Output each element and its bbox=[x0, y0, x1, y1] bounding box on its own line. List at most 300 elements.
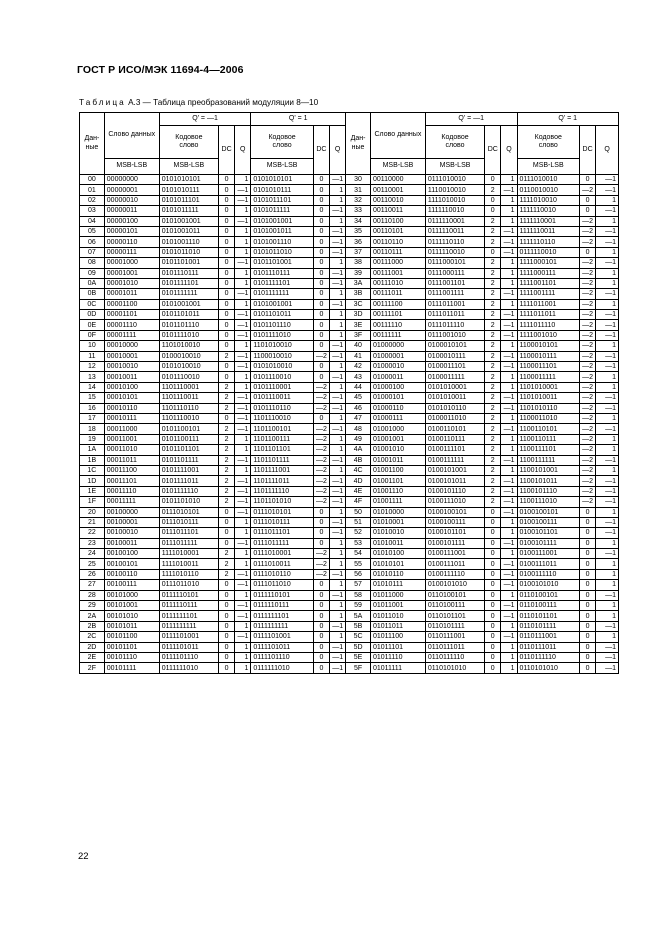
table-cell: —1 bbox=[330, 351, 346, 361]
table-cell: 0 bbox=[313, 268, 329, 278]
table-cell: 1 bbox=[235, 226, 251, 236]
table-cell: 0 bbox=[485, 642, 501, 652]
table-cell: 0111111111 bbox=[159, 621, 218, 631]
table-cell: —1 bbox=[501, 289, 517, 299]
table-cell: 0 bbox=[219, 195, 235, 205]
table-row bbox=[80, 559, 619, 569]
table-cell: 00100100 bbox=[104, 549, 159, 559]
table-cell: 1 bbox=[235, 206, 251, 216]
table-cell: 0 bbox=[313, 517, 329, 527]
table-cell: 0100101101 bbox=[425, 528, 484, 538]
table-cell: 1111110011 bbox=[517, 226, 580, 236]
table-cell: 38 bbox=[346, 258, 371, 268]
table-cell: 0 bbox=[219, 663, 235, 673]
table-cell: 0 bbox=[580, 559, 596, 569]
table-cell: 00110000 bbox=[370, 175, 425, 185]
table-row bbox=[80, 445, 619, 455]
table-cell: 0101001011 bbox=[251, 226, 314, 236]
table-cell: —1 bbox=[501, 247, 517, 257]
table-cell: 00000001 bbox=[104, 185, 159, 195]
table-cell: 1 bbox=[235, 559, 251, 569]
table-row bbox=[80, 517, 619, 527]
table-cell: 33 bbox=[346, 206, 371, 216]
table-cell: 1100111010 bbox=[517, 497, 580, 507]
table-cell: 40 bbox=[346, 341, 371, 351]
table-cell: 0101101010 bbox=[159, 497, 218, 507]
table-cell: 0 bbox=[219, 216, 235, 226]
table-cell: 2 bbox=[485, 393, 501, 403]
table-cell: 0 bbox=[485, 517, 501, 527]
col-msb-lsb: MSB-LSB bbox=[159, 159, 218, 175]
document-header: ГОСТ Р ИСО/МЭК 11694-4—2006 bbox=[77, 64, 244, 76]
table-cell: 00011001 bbox=[104, 434, 159, 444]
table-cell: 2 bbox=[219, 455, 235, 465]
table-cell: —2 bbox=[580, 289, 596, 299]
table-cell: 2 bbox=[485, 351, 501, 361]
table-cell: —2 bbox=[580, 434, 596, 444]
table-cell: —2 bbox=[313, 497, 329, 507]
table-cell: 46 bbox=[346, 403, 371, 413]
table-cell: —1 bbox=[501, 507, 517, 517]
table-cell: 1 bbox=[596, 445, 619, 455]
table-cell: 1111110010 bbox=[425, 206, 484, 216]
table-cell: 1E bbox=[80, 486, 105, 496]
table-cell: 1100010010 bbox=[251, 351, 314, 361]
table-cell: 0 bbox=[219, 310, 235, 320]
col-msb-lsb: MSB-LSB bbox=[425, 159, 484, 175]
table-cell: 0B bbox=[80, 289, 105, 299]
table-cell: 1 bbox=[501, 434, 517, 444]
table-cell: 00001110 bbox=[104, 320, 159, 330]
table-cell: 0111110111 bbox=[251, 601, 314, 611]
table-cell: 00101001 bbox=[104, 601, 159, 611]
table-cell: 1 bbox=[596, 216, 619, 226]
table-cell: 1 bbox=[330, 185, 346, 195]
table-cell: 1 bbox=[596, 195, 619, 205]
table-cell: 1101110010 bbox=[251, 413, 314, 423]
table-cell: 0100111001 bbox=[517, 549, 580, 559]
table-cell: 0101001001 bbox=[251, 216, 314, 226]
table-cell: —2 bbox=[580, 278, 596, 288]
table-cell: 0111011010 bbox=[251, 580, 314, 590]
table-cell: 00010001 bbox=[104, 351, 159, 361]
table-cell: —1 bbox=[330, 621, 346, 631]
table-cell: 00100010 bbox=[104, 528, 159, 538]
table-cell: 1C bbox=[80, 465, 105, 475]
table-cell: 0101001011 bbox=[159, 226, 218, 236]
table-cell: —1 bbox=[235, 289, 251, 299]
table-row bbox=[80, 663, 619, 673]
table-cell: 00010010 bbox=[104, 362, 159, 372]
table-cell: 0111010011 bbox=[251, 559, 314, 569]
caption-word: Таблица bbox=[79, 98, 126, 107]
col-msb-lsb: MSB-LSB bbox=[251, 159, 314, 175]
table-cell: 01000101 bbox=[370, 393, 425, 403]
table-cell: 0 bbox=[485, 632, 501, 642]
table-cell: 0 bbox=[219, 642, 235, 652]
table-cell: —1 bbox=[596, 652, 619, 662]
table-cell: 0101101111 bbox=[159, 455, 218, 465]
table-cell: —2 bbox=[580, 403, 596, 413]
table-cell: —1 bbox=[501, 580, 517, 590]
table-cell: 1101101010 bbox=[251, 497, 314, 507]
table-cell: 0110100101 bbox=[425, 590, 484, 600]
table-cell: —1 bbox=[501, 569, 517, 579]
table-cell: 00111000 bbox=[370, 258, 425, 268]
table-cell: 0 bbox=[580, 206, 596, 216]
table-cell: 00111100 bbox=[370, 299, 425, 309]
table-cell: 0101010011 bbox=[425, 393, 484, 403]
table-cell: 0100101011 bbox=[425, 476, 484, 486]
table-cell: 00001001 bbox=[104, 268, 159, 278]
table-cell: 1 bbox=[235, 549, 251, 559]
table-cell: 1 bbox=[235, 268, 251, 278]
table-cell: 0101010111 bbox=[159, 185, 218, 195]
table-cell: 1111001010 bbox=[517, 330, 580, 340]
table-cell: —1 bbox=[235, 310, 251, 320]
table-cell: —1 bbox=[501, 226, 517, 236]
table-cell: 2 bbox=[485, 226, 501, 236]
table-cell: 41 bbox=[346, 351, 371, 361]
table-cell: 0100110111 bbox=[425, 434, 484, 444]
table-row bbox=[80, 601, 619, 611]
table-cell: 01 bbox=[80, 185, 105, 195]
table-row bbox=[80, 299, 619, 309]
table-cell: 00100101 bbox=[104, 559, 159, 569]
table-cell: 0101101110 bbox=[159, 320, 218, 330]
table-cell: —1 bbox=[501, 559, 517, 569]
table-cell: 0 bbox=[219, 341, 235, 351]
table-cell: 0 bbox=[485, 175, 501, 185]
table-row bbox=[80, 507, 619, 517]
table-cell: —1 bbox=[501, 538, 517, 548]
table-cell: —1 bbox=[235, 320, 251, 330]
table-cell: 20 bbox=[80, 507, 105, 517]
table-cell: —1 bbox=[235, 632, 251, 642]
table-cell: 1100010111 bbox=[517, 351, 580, 361]
table-cell: 00000111 bbox=[104, 247, 159, 257]
table-cell: —1 bbox=[501, 486, 517, 496]
table-cell: 0111001101 bbox=[425, 278, 484, 288]
table-cell: 0 bbox=[313, 330, 329, 340]
table-cell: 0110101111 bbox=[517, 621, 580, 631]
table-cell: 00111111 bbox=[370, 330, 425, 340]
table-cell: 0 bbox=[313, 642, 329, 652]
table-cell: 1 bbox=[501, 216, 517, 226]
table-cell: 1 bbox=[235, 247, 251, 257]
table-cell: 0 bbox=[313, 195, 329, 205]
table-cell: 0 bbox=[580, 528, 596, 538]
table-cell: 00001100 bbox=[104, 299, 159, 309]
table-cell: 1110010010 bbox=[425, 185, 484, 195]
table-cell: 0 bbox=[219, 611, 235, 621]
table-cell: —1 bbox=[596, 362, 619, 372]
table-cell: —1 bbox=[235, 611, 251, 621]
col-qneg-left: Q' = —1 bbox=[159, 113, 251, 126]
table-cell: 2 bbox=[219, 549, 235, 559]
table-cell: —1 bbox=[596, 289, 619, 299]
table-cell: 1 bbox=[596, 538, 619, 548]
table-cell: 0101101101 bbox=[159, 445, 218, 455]
table-cell: 0 bbox=[580, 538, 596, 548]
table-cell: —1 bbox=[330, 424, 346, 434]
table-row bbox=[80, 320, 619, 330]
table-cell: 0 bbox=[313, 320, 329, 330]
table-cell: —1 bbox=[596, 455, 619, 465]
table-cell: 0 bbox=[313, 237, 329, 247]
table-cell: 1101111110 bbox=[251, 486, 314, 496]
table-cell: 1 bbox=[596, 601, 619, 611]
table-cell: 00010011 bbox=[104, 372, 159, 382]
table-cell: 2B bbox=[80, 621, 105, 631]
table-cell: 0101010101 bbox=[159, 175, 218, 185]
table-cell: 2 bbox=[485, 445, 501, 455]
table-cell: 00110100 bbox=[370, 216, 425, 226]
table-cell: 0101110110 bbox=[251, 403, 314, 413]
table-cell: 51 bbox=[346, 517, 371, 527]
table-cell: 0 bbox=[313, 258, 329, 268]
table-cell: 0101101011 bbox=[159, 310, 218, 320]
table-cell: —1 bbox=[330, 393, 346, 403]
table-cell: —1 bbox=[596, 476, 619, 486]
table-cell: 1 bbox=[330, 310, 346, 320]
table-cell: 01010000 bbox=[370, 507, 425, 517]
table-cell: 0 bbox=[485, 528, 501, 538]
table-row bbox=[80, 206, 619, 216]
table-cell: 0 bbox=[219, 278, 235, 288]
table-cell: 17 bbox=[80, 413, 105, 423]
table-cell: 0101001001 bbox=[159, 216, 218, 226]
table-row bbox=[80, 632, 619, 642]
table-cell: 0111010010 bbox=[425, 175, 484, 185]
table-cell: 0 bbox=[313, 247, 329, 257]
table-cell: 0 bbox=[219, 372, 235, 382]
table-cell: 1F bbox=[80, 497, 105, 507]
table-cell: 1 bbox=[596, 569, 619, 579]
table-cell: 00100000 bbox=[104, 507, 159, 517]
table-cell: —1 bbox=[235, 538, 251, 548]
table-cell: 1 bbox=[501, 590, 517, 600]
table-cell: —1 bbox=[596, 206, 619, 216]
table-cell: 1 bbox=[501, 278, 517, 288]
table-cell: 01010011 bbox=[370, 538, 425, 548]
table-cell: 00110010 bbox=[370, 195, 425, 205]
table-cell: 31 bbox=[346, 185, 371, 195]
table-cell: 0 bbox=[485, 507, 501, 517]
table-cell: 2 bbox=[485, 434, 501, 444]
table-cell: 01010110 bbox=[370, 569, 425, 579]
table-cell: 00101110 bbox=[104, 652, 159, 662]
table-cell: 1 bbox=[501, 341, 517, 351]
table-cell: 2D bbox=[80, 642, 105, 652]
table-cell: 1 bbox=[235, 434, 251, 444]
table-cell: —1 bbox=[501, 601, 517, 611]
table-cell: 30 bbox=[346, 175, 371, 185]
table-cell: 01001100 bbox=[370, 465, 425, 475]
table-cell: 0111101110 bbox=[251, 652, 314, 662]
table-cell: 0 bbox=[313, 310, 329, 320]
table-cell: 18 bbox=[80, 424, 105, 434]
table-cell: 1 bbox=[235, 278, 251, 288]
table-cell: 0101110111 bbox=[251, 268, 314, 278]
table-cell: 1 bbox=[235, 372, 251, 382]
table-cell: 1 bbox=[596, 465, 619, 475]
table-cell: 0110101010 bbox=[517, 663, 580, 673]
table-cell: 32 bbox=[346, 195, 371, 205]
table-cell: 00101111 bbox=[104, 663, 159, 673]
table-cell: 2 bbox=[485, 268, 501, 278]
table-cell: —2 bbox=[313, 403, 329, 413]
table-cell: 1111001101 bbox=[517, 278, 580, 288]
table-cell: —1 bbox=[235, 351, 251, 361]
table-cell: 2 bbox=[219, 424, 235, 434]
table-cell: 0100010010 bbox=[159, 351, 218, 361]
table-cell: 0 bbox=[485, 206, 501, 216]
table-cell: 1 bbox=[330, 258, 346, 268]
table-cell: 00010110 bbox=[104, 403, 159, 413]
table-cell: 1 bbox=[235, 445, 251, 455]
table-cell: 1101101101 bbox=[251, 445, 314, 455]
table-cell: 0 bbox=[219, 175, 235, 185]
table-cell: 0 bbox=[219, 621, 235, 631]
table-cell: 0111011101 bbox=[251, 528, 314, 538]
table-cell: 0111111101 bbox=[251, 611, 314, 621]
table-cell: 0100101101 bbox=[517, 528, 580, 538]
table-cell: 58 bbox=[346, 590, 371, 600]
table-cell: 0 bbox=[580, 652, 596, 662]
table-cell: 2 bbox=[485, 413, 501, 423]
col-msb-lsb: MSB-LSB bbox=[517, 159, 580, 175]
table-cell: 1 bbox=[501, 652, 517, 662]
table-cell: 2 bbox=[219, 393, 235, 403]
table-cell: 0100010101 bbox=[425, 341, 484, 351]
table-cell: 1101111001 bbox=[251, 465, 314, 475]
table-cell: 1 bbox=[501, 268, 517, 278]
table-cell: 1100011111 bbox=[517, 372, 580, 382]
table-cell: 0100011111 bbox=[425, 372, 484, 382]
table-cell: 00000101 bbox=[104, 226, 159, 236]
table-cell: 0101010111 bbox=[251, 185, 314, 195]
table-cell: 2 bbox=[485, 455, 501, 465]
table-cell: 5B bbox=[346, 621, 371, 631]
table-cell: —1 bbox=[330, 206, 346, 216]
table-cell: 01001010 bbox=[370, 445, 425, 455]
table-cell: 0110111001 bbox=[425, 632, 484, 642]
table-cell: —2 bbox=[580, 226, 596, 236]
table-cell: 01010001 bbox=[370, 517, 425, 527]
table-cell: —2 bbox=[580, 185, 596, 195]
table-cell: 47 bbox=[346, 413, 371, 423]
table-cell: 0 bbox=[219, 268, 235, 278]
table-cell: —1 bbox=[330, 517, 346, 527]
table-cell: 0111011101 bbox=[159, 528, 218, 538]
table-cell: —1 bbox=[596, 403, 619, 413]
table-cell: 0 bbox=[580, 517, 596, 527]
table-cell: —2 bbox=[580, 497, 596, 507]
table-cell: —1 bbox=[596, 517, 619, 527]
table-cell: 13 bbox=[80, 372, 105, 382]
table-cell: 01011110 bbox=[370, 652, 425, 662]
table-cell: 07 bbox=[80, 247, 105, 257]
table-cell: 1 bbox=[596, 434, 619, 444]
table-cell: 2A bbox=[80, 611, 105, 621]
table-cell: —1 bbox=[596, 185, 619, 195]
table-cell: 0 bbox=[580, 663, 596, 673]
table-cell: 0100100111 bbox=[517, 517, 580, 527]
table-cell: 0101010001 bbox=[425, 382, 484, 392]
table-cell: 0101011101 bbox=[251, 195, 314, 205]
table-cell: 01011101 bbox=[370, 642, 425, 652]
table-cell: 0111110010 bbox=[425, 247, 484, 257]
table-cell: —2 bbox=[313, 569, 329, 579]
table-cell: 37 bbox=[346, 247, 371, 257]
table-cell: —2 bbox=[580, 413, 596, 423]
table-cell: 0101100101 bbox=[159, 424, 218, 434]
table-row bbox=[80, 652, 619, 662]
table-cell: 1 bbox=[501, 528, 517, 538]
table-cell: 1100110111 bbox=[517, 434, 580, 444]
table-cell: 1 bbox=[330, 580, 346, 590]
col-codeword: Кодовое слово bbox=[517, 126, 580, 159]
table-cell: 2 bbox=[485, 258, 501, 268]
table-cell: 26 bbox=[80, 569, 105, 579]
table-cell: 0111101110 bbox=[159, 652, 218, 662]
table-cell: 00101000 bbox=[104, 590, 159, 600]
table-cell: 0 bbox=[580, 632, 596, 642]
table-cell: —2 bbox=[580, 393, 596, 403]
table-cell: 0110010010 bbox=[517, 185, 580, 195]
table-cell: 1111010010 bbox=[425, 195, 484, 205]
table-cell: 0 bbox=[313, 538, 329, 548]
col-codeword: Кодовое слово bbox=[159, 126, 218, 159]
table-cell: 0 bbox=[219, 330, 235, 340]
table-cell: 01000010 bbox=[370, 362, 425, 372]
table-cell: —1 bbox=[596, 320, 619, 330]
col-msb-lsb: MSB-LSB bbox=[370, 159, 425, 175]
modulation-table bbox=[79, 112, 619, 674]
table-cell: 0110111110 bbox=[517, 652, 580, 662]
table-cell: 39 bbox=[346, 268, 371, 278]
table-cell: 0 bbox=[219, 652, 235, 662]
table-cell: 0 bbox=[485, 580, 501, 590]
table-cell: 1 bbox=[596, 247, 619, 257]
table-cell: 1 bbox=[235, 621, 251, 631]
table-cell: 1 bbox=[596, 413, 619, 423]
table-cell: 0101011010 bbox=[159, 247, 218, 257]
table-cell: 00010100 bbox=[104, 382, 159, 392]
col-q: Q bbox=[235, 126, 251, 175]
table-cell: 1 bbox=[330, 549, 346, 559]
table-cell: 00101100 bbox=[104, 632, 159, 642]
table-cell: 1 bbox=[235, 465, 251, 475]
table-cell: 0 bbox=[219, 206, 235, 216]
table-cell: —1 bbox=[596, 590, 619, 600]
table-caption bbox=[79, 98, 318, 107]
table-cell: 01010100 bbox=[370, 549, 425, 559]
caption-text: A.3 — Таблица преобразований модуляции 8—10 bbox=[128, 98, 319, 107]
table-cell: —1 bbox=[235, 476, 251, 486]
table-cell: 0100111101 bbox=[425, 445, 484, 455]
table-cell: 1111001111 bbox=[517, 289, 580, 299]
table-cell: 1 bbox=[501, 663, 517, 673]
table-cell: 1111110010 bbox=[517, 206, 580, 216]
table-row bbox=[80, 476, 619, 486]
table-cell: —1 bbox=[330, 569, 346, 579]
table-cell: 0 bbox=[219, 362, 235, 372]
col-data-right: Дан- ные bbox=[346, 113, 371, 175]
col-qpos-left: Q' = 1 bbox=[251, 113, 346, 126]
col-qneg-right: Q' = —1 bbox=[425, 113, 517, 126]
